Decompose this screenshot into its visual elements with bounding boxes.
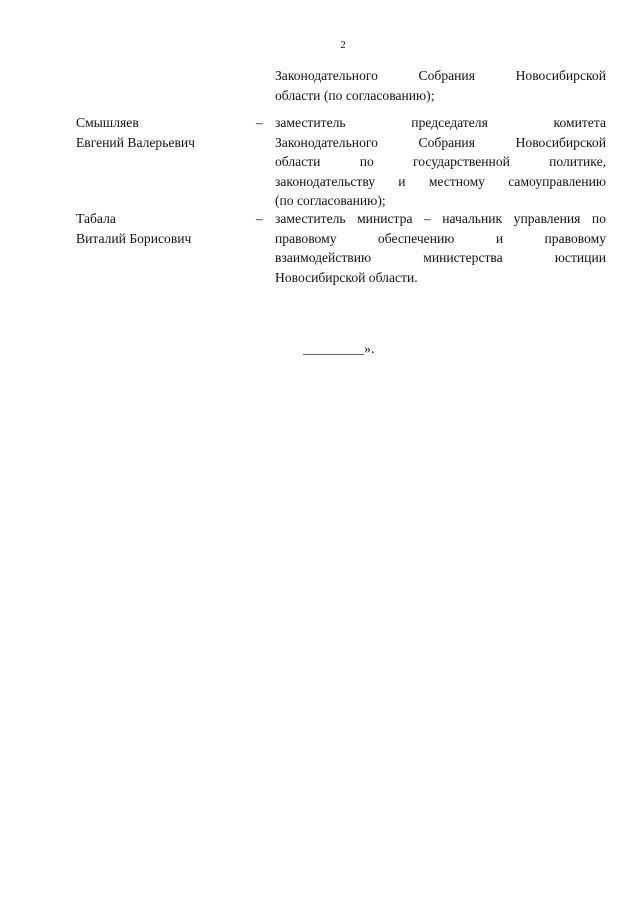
description-line: Законодательного Собрания Новосибирской <box>275 134 606 150</box>
dash-separator: – <box>256 115 263 130</box>
description-line: правовому обеспечению и правовому <box>275 230 606 246</box>
member-surname: Смышляев <box>76 115 139 130</box>
description-line: Законодательного Собрания Новосибирской <box>275 68 606 83</box>
description-line: заместитель председателя комитета <box>275 115 606 130</box>
page-number: 2 <box>340 39 346 51</box>
member-surname: Табала <box>76 211 116 226</box>
description-line: законодательству и местному самоуправлению <box>275 173 606 189</box>
member-description <box>275 209 606 287</box>
member-name <box>76 113 256 152</box>
description-line: заместитель министра – начальник управления по <box>275 211 606 226</box>
continuation-description <box>275 66 606 105</box>
description-line: области (по согласованию); <box>275 87 435 103</box>
member-given-names: Виталий Борисович <box>76 230 192 246</box>
closing-line: _________». <box>303 341 375 356</box>
description-line: области по государственной политике, <box>275 154 606 169</box>
member-description <box>275 113 606 211</box>
member-given-names: Евгений Валерьевич <box>76 134 195 150</box>
description-line: Новосибирской области. <box>275 269 418 285</box>
description-line: взаимодействию министерства юстиции <box>275 250 606 265</box>
member-name <box>76 209 256 248</box>
dash-separator: – <box>256 211 263 226</box>
description-line: (по согласованию); <box>275 193 386 208</box>
